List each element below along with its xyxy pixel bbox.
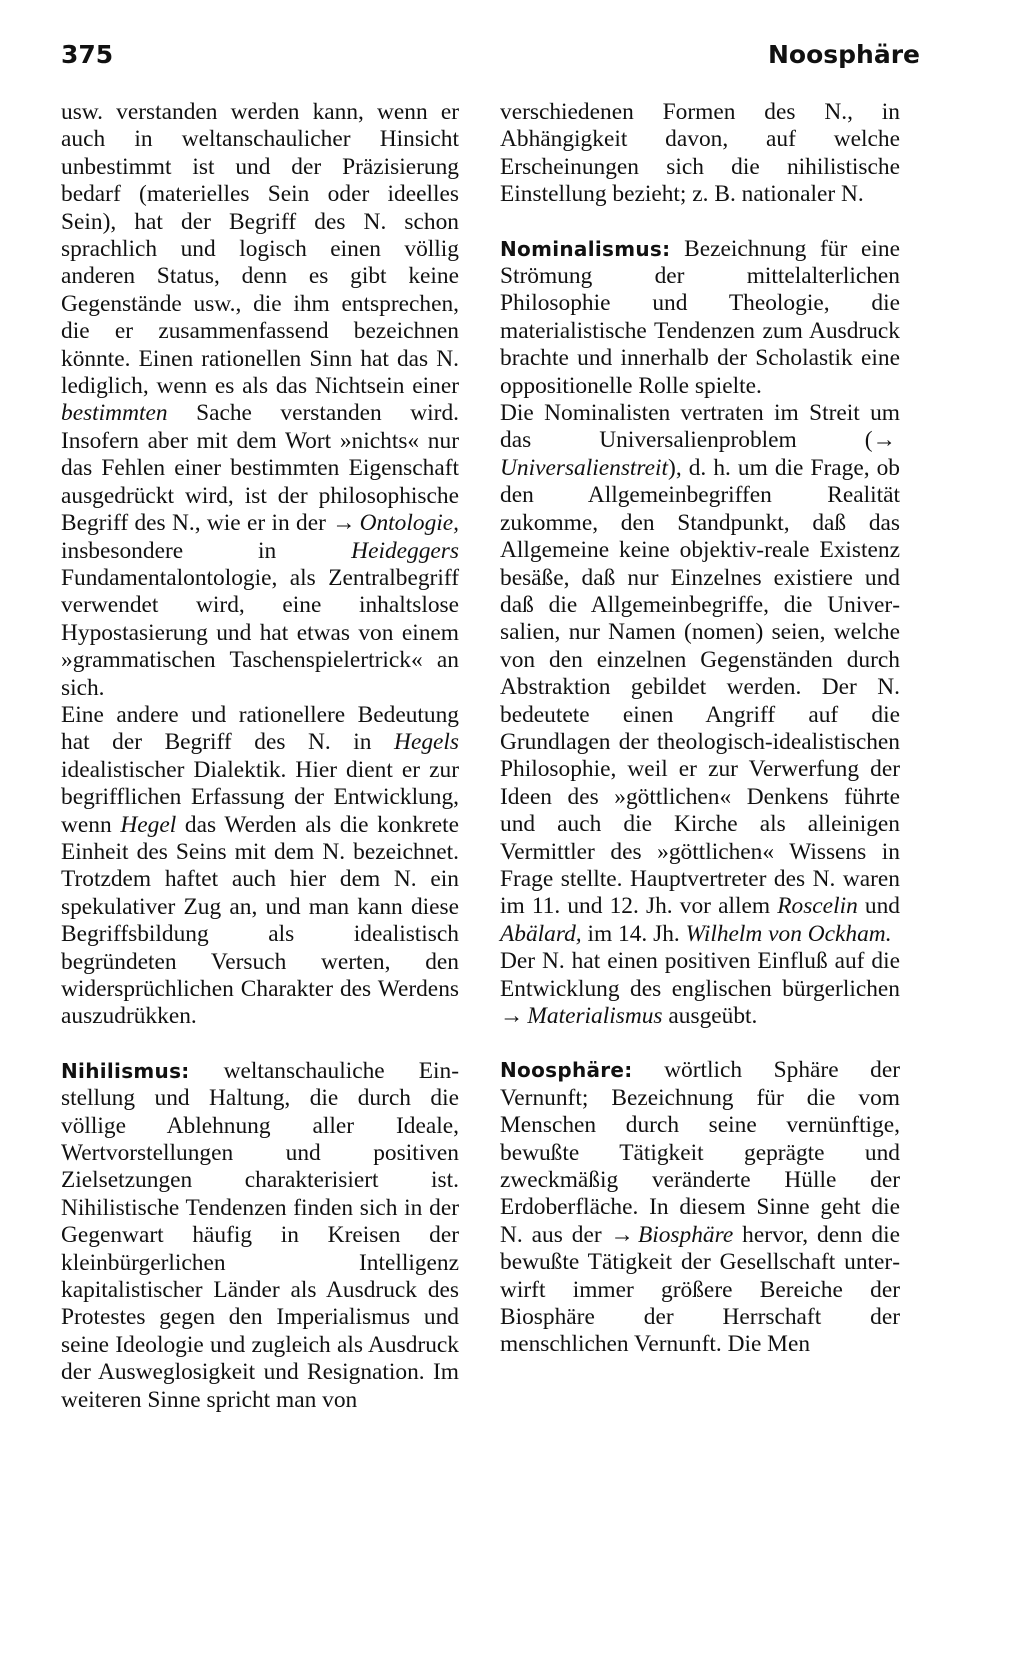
left-column [61, 99, 459, 1414]
text-run: Die Nominalisten vertraten im Streit um das Universalienproblem ( [500, 400, 900, 454]
person-name-heidegger: Heideggers [351, 537, 459, 564]
text-run: hervor, denn die bewußte Tätigkeit der Gesellschaft unterwirft immer größere Bereiche der Biosphäre der Herrschaft der menschlichen Vernunft. Die Men [500, 1221, 900, 1358]
cross-reference-arrow-icon: → [610, 1221, 634, 1248]
person-name-ockham: Wilhelm von Ockham. [685, 920, 892, 947]
text-run: wörtlich Sphäre der Vernunft; Bezeichnung für die vom Menschen durch seine vernünftige, bewußte Tätigkeit geprägte und zweckmäßig veränderte Hülle der Erdoberfläche. In diesem Sinne geht die N. aus der [500, 1057, 900, 1248]
entry-nihilismus [61, 1058, 459, 1414]
nichts-entry-continuation [61, 99, 459, 702]
text-run: idealistischer Dialektik. Hier dient er zur begrifflichen Erfassung der Entwicklung, wenn [61, 756, 459, 838]
text-run: insbesondere in [61, 537, 352, 564]
person-name-hegels: Hegels [394, 729, 459, 756]
person-name-abaelard: Abälard, [500, 920, 582, 947]
text-run: im 14. Jh. [581, 920, 686, 947]
nihilismus-continuation: verschiedenen Formen des N., in Abhängigkeit davon, auf welche Erscheinungen sich die nihilistische Einstellung bezieht; z. B. nationaler N. [500, 99, 900, 208]
nominalismus-paragraph-2 [500, 400, 900, 948]
cross-reference-ontologie[interactable]: Ontologie, [359, 510, 459, 537]
entry-spacer [61, 1031, 459, 1058]
person-name-roscelin: Roscelin [777, 893, 858, 920]
text-run: Der N. hat einen positiven Einfluß auf die Entwicklung des englischen bürgerlichen [500, 948, 900, 1002]
lemma-nihilismus: Nihilismus: [61, 1058, 190, 1083]
emphasis-bestimmten: bestimmten [61, 400, 168, 427]
text-run: Sache verstanden wird. Insofern aber mit dem Wort »nichts« nur das Fehlen einer bestimmten Eigenschaft ausgedrückt wird, ist der philosophische Begriff des N., wie er in der [61, 400, 459, 537]
cross-reference-arrow-icon: → [872, 427, 896, 454]
text-run: Fundamentalontologie, als Zentralbegriff verwendet wird, eine inhaltslose Hypostasierung und hat etwas von einem »grammatischen Taschenspielertrick« an sich. [61, 564, 459, 701]
text-run: das Werden als die konkrete Einheit des Seins mit dem N. bezeichnet. Trotzdem haftet auch hier dem N. ein spekulativer Zug an, und man kann diese Begriffsbildung als idealistisch begründeten Versuch werten, den widersprüchlichen Charakter des Werdens auszudrükken. [61, 811, 459, 1030]
cross-reference-biosphaere[interactable]: Biosphäre [637, 1221, 734, 1248]
entry-noosphaere [500, 1057, 900, 1358]
cross-reference-arrow-icon: → [332, 510, 356, 537]
entry-spacer [500, 1030, 900, 1057]
text-run: Eine andere und rationellere Bedeutung hat der Begriff des N. in [61, 701, 459, 756]
cross-reference-arrow-icon: → [500, 1003, 524, 1029]
running-head: Noosphäre [767, 40, 920, 69]
cross-reference-universalienstreit[interactable]: Universalienstreit [500, 454, 669, 481]
page-number: 375 [61, 40, 114, 69]
nominalismus-paragraph-3 [500, 948, 900, 1030]
definition-nihilismus: weltanschauliche Einstellung und Haltung, die durch die völlige Ablehnung aller Ideale, Wertvorstellungen und positiven Zielsetzungen charakterisiert ist. Nihilistische Tendenzen finden sich in der Gegenwart häufig in Kreisen der kleinbürgerlichen Intelligenz kapitalistischer Länder als Ausdruck des Protestes gegen den Imperialismus und seine Ideologie und zugleich als Ausdruck der Ausweglosigkeit und Resignation. Im weiteren Sinne spricht man von [61, 1057, 459, 1413]
entry-nominalismus [500, 236, 900, 400]
definition-nominalismus: Bezeichnung für eine Strömung der mittelalterlichen Philosophie und Theologie, die materialistische Tendenzen zum Ausdruck brachte und innerhalb der Scholastik eine oppositionelle Rolle spielte. [500, 235, 900, 399]
entry-spacer [500, 209, 900, 236]
text-run: ), d. h. um die Frage, ob den Allgemeinbegriffen Realität zukomme, den Standpunkt, daß das Allgemeine keine objektiv-reale Existenz besäße, daß nur Einzelnes existiere und daß die Allgemeinbegriffe, die Universalien, nur Namen (nomen) seien, welche von den einzelnen Gegenständen durch Abstraktion gebildet werden. Der N. bedeutete einen Angriff auf die Grundlagen der theologisch-idealistischen Philosophie, weil er zur Verwerfung der Ideen des »göttlichen« Denkens führte und auch die Kirche als alleinigen Vermittler des »göttlichen« Wissens in Frage stellte. Hauptvertreter des N. waren im 11. und 12. Jh. vor allem [500, 454, 900, 920]
text-run: und [857, 893, 900, 920]
text-run: ausgeübt. [662, 1003, 758, 1029]
right-column [500, 99, 900, 1359]
lemma-nominalismus: Nominalismus: [500, 236, 671, 261]
lemma-noosphaere: Noosphäre: [500, 1058, 633, 1083]
text-run: usw. verstanden werden kann, wenn er auch in weltanschaulicher Hinsicht unbestimmt ist und der Präzisierung bedarf (materielles Sein oder ideelles Sein), hat der Begriff des N. schon sprachlich und logisch einen völlig anderen Status, denn es gibt keine Gegenstände usw., die ihm entsprechen, die er zusammenfassend bezeichnen könnte. Einen rationellen Sinn hat das N. lediglich, wenn es als das Nichtsein einer [61, 99, 459, 400]
cross-reference-materialismus[interactable]: Materialismus [527, 1003, 663, 1029]
nichts-hegel-paragraph [61, 702, 459, 1031]
person-name-hegel: Hegel [120, 811, 177, 838]
